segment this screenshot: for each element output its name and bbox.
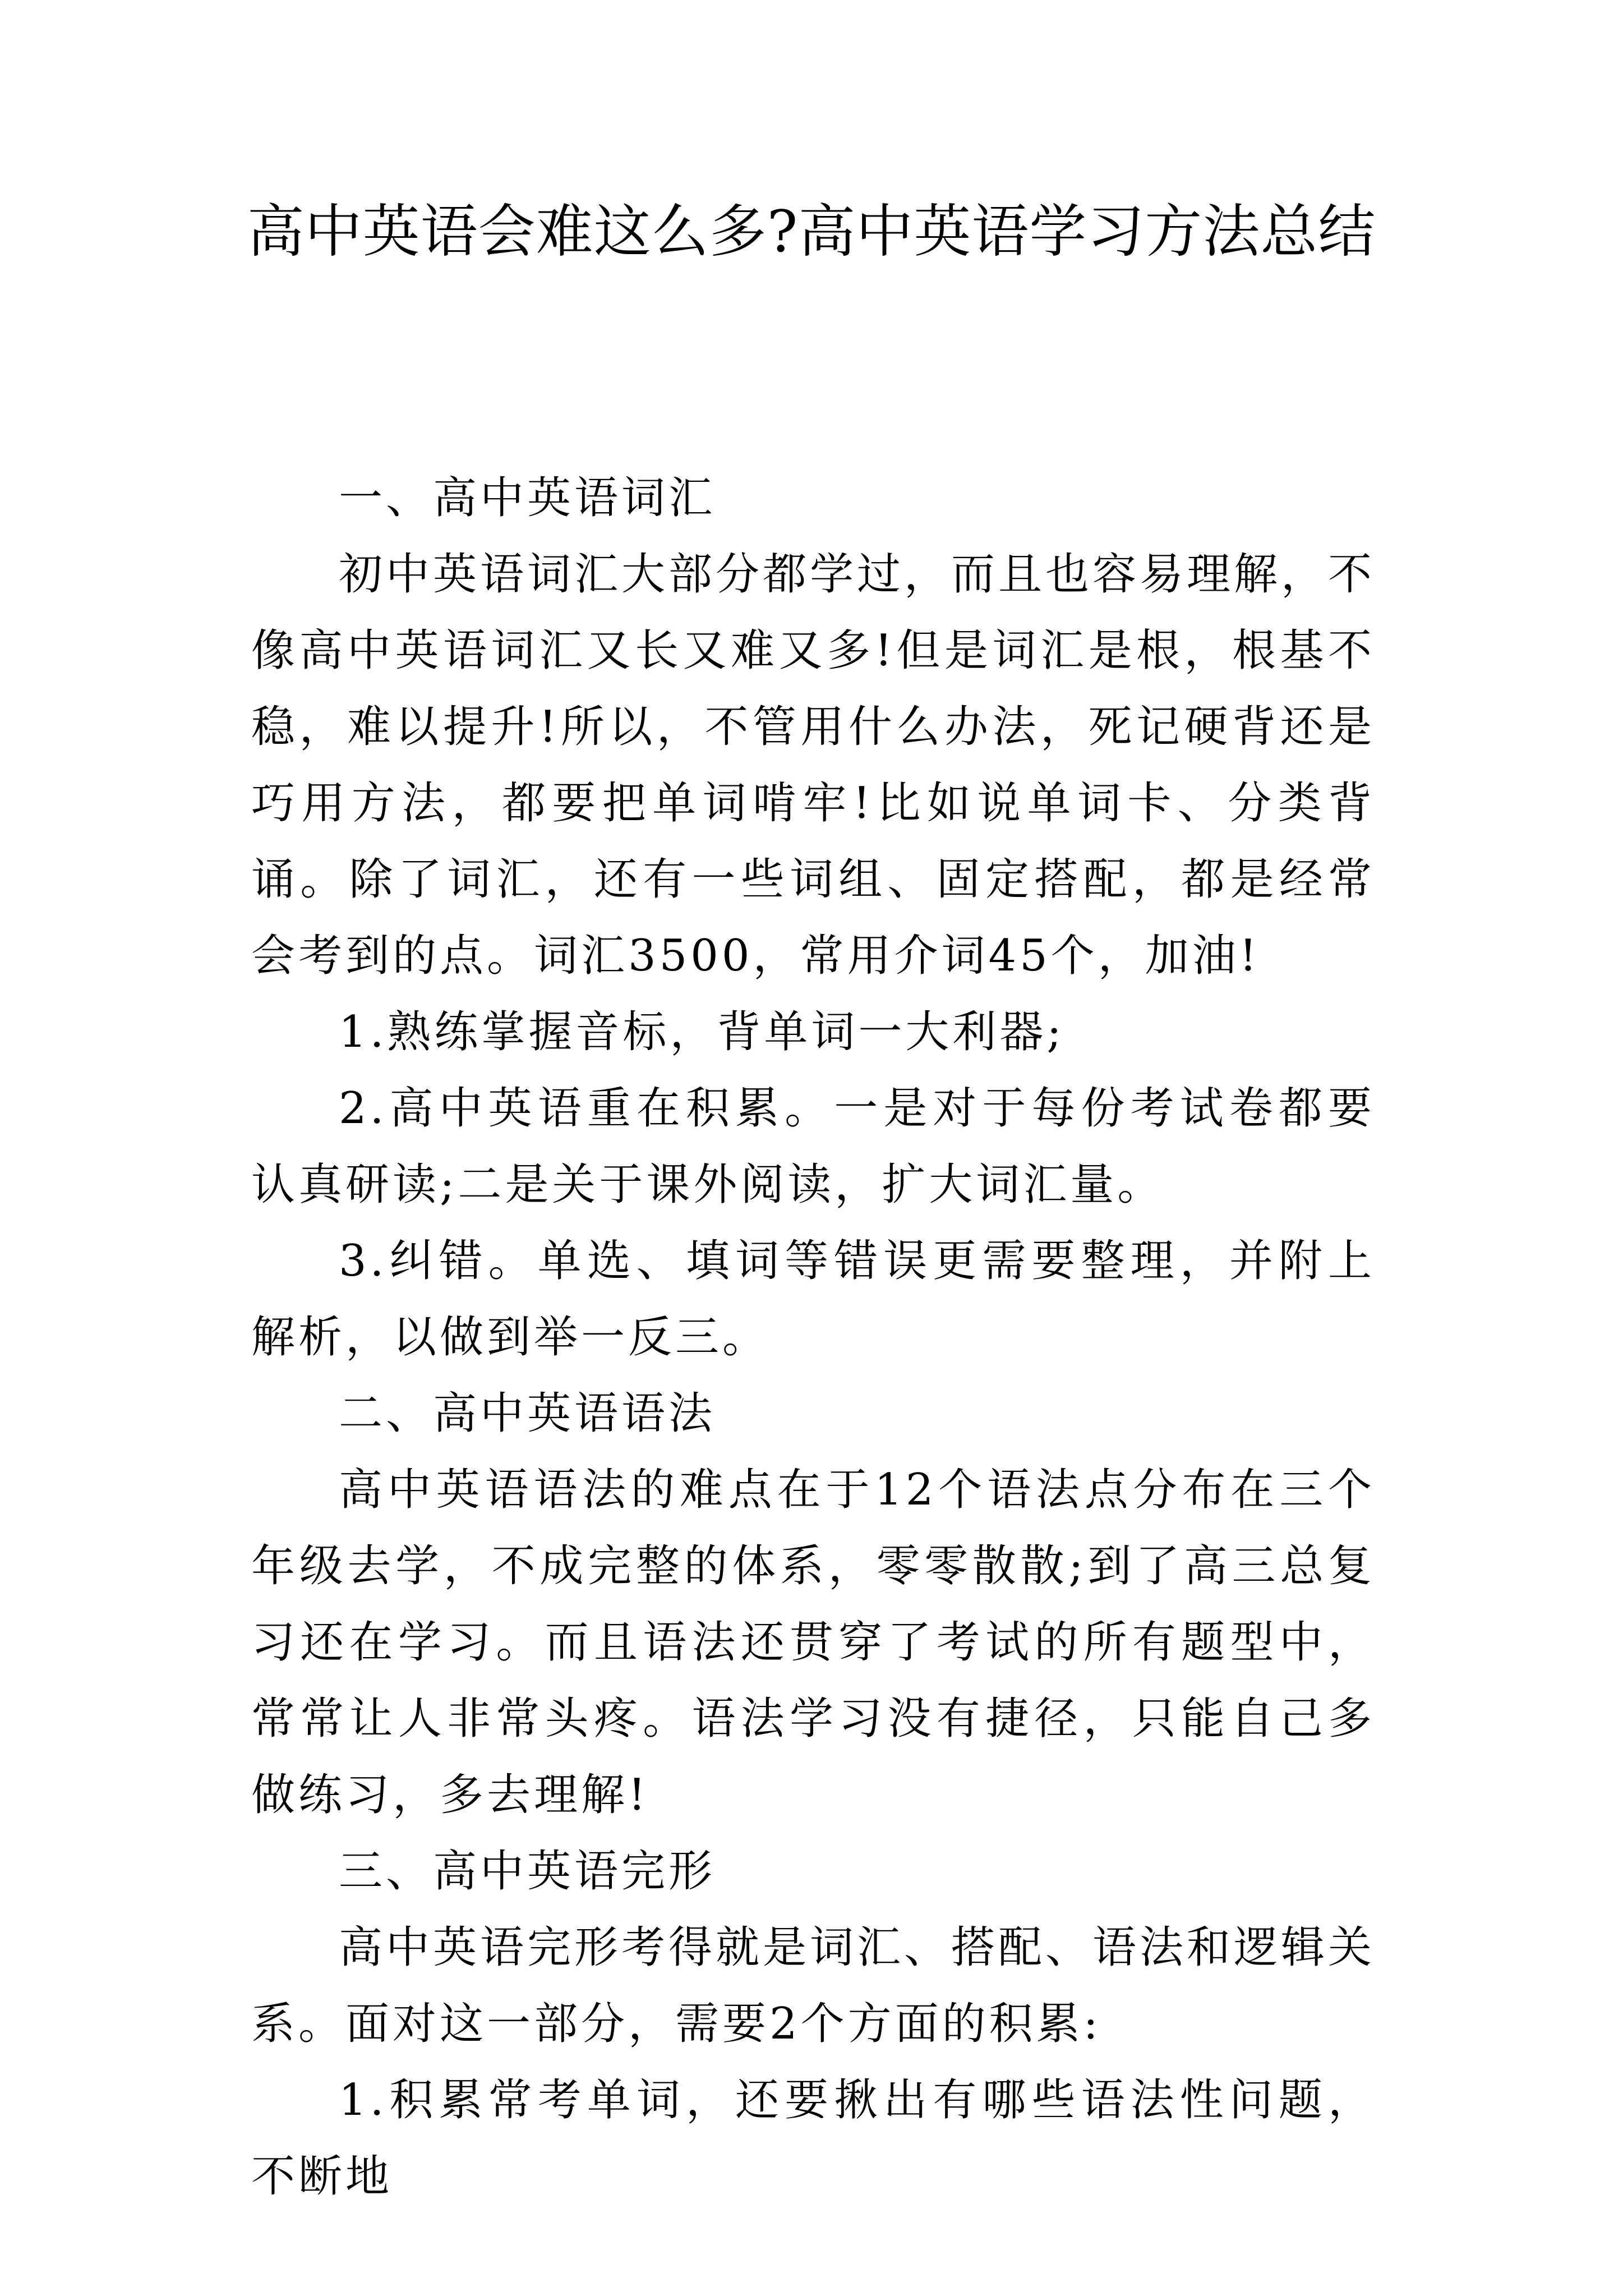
list-item-phonetics: 1.熟练掌握音标，背单词一大利器; xyxy=(339,1007,1065,1057)
list-item-accumulation: 2.高中英语重在积累。一是对于每份考试卷都要认真研读;二是关于课外阅读，扩大词汇量。 xyxy=(251,1083,1375,1210)
list-item-error-correction: 3.纠错。单选、填词等错误更需要整理，并附上解析，以做到举一反三。 xyxy=(251,1236,1375,1363)
section-heading-vocabulary: 一、高中英语词汇 xyxy=(339,473,716,523)
section-heading-grammar: 二、高中英语语法 xyxy=(339,1388,716,1439)
document-title: 高中英语会难这么多?高中英语学习方法总结 xyxy=(247,199,1376,265)
paragraph-vocabulary-intro: 初中英语词汇大部分都学过，而且也容易理解，不像高中英语词汇又长又难又多!但是词汇是根，根基不稳，难以提升!所以，不管用什么办法，死记硬背还是巧用方法，都要把单词啃牢!比如说单词卡、分类背诵。除了词汇，还有一些词组、固定搭配，都是经常会考到的点。词汇3500，常用介词45个，加油! xyxy=(251,549,1376,981)
section-heading-cloze: 三、高中英语完形 xyxy=(339,1846,716,1897)
paragraph-cloze: 高中英语完形考得就是词汇、搭配、语法和逻辑关系。面对这一部分，需要2个方面的积累: xyxy=(251,1922,1376,2049)
paragraph-grammar: 高中英语语法的难点在于12个语法点分布在三个年级去学，不成完整的体系，零零散散;到了高三总复习还在学习。而且语法还贯穿了考试的所有题型中，常常让人非常头疼。语法学习没有捷径，只能自己多做练习，多去理解! xyxy=(251,1465,1375,1820)
list-item-common-words: 1.积累常考单词，还要揪出有哪些语法性问题，不断地 xyxy=(251,2075,1375,2202)
document-body xyxy=(251,460,1375,2215)
